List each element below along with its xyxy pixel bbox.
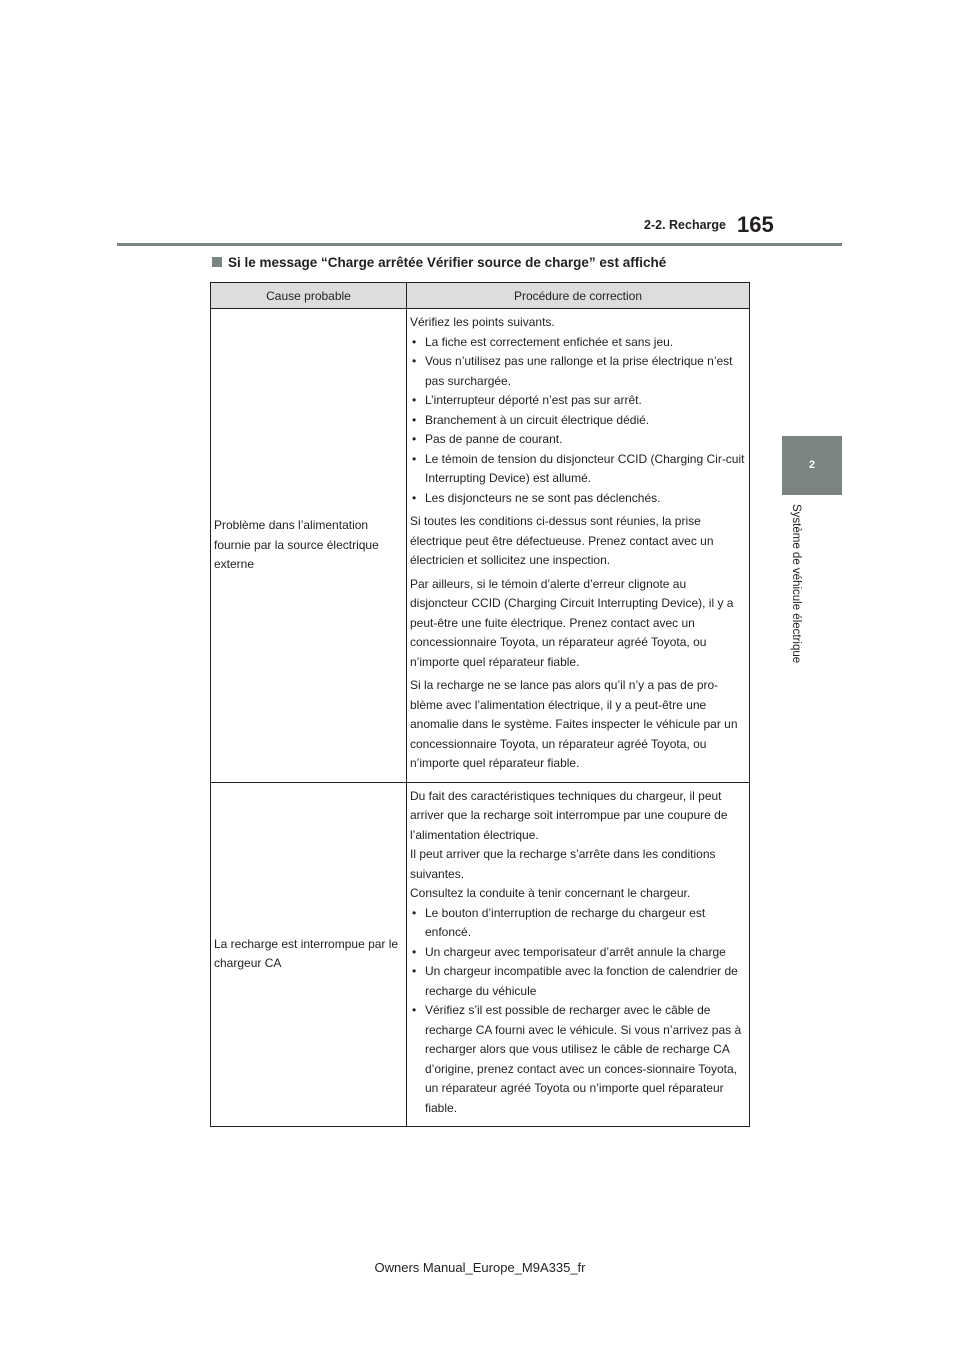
section-heading-text: Si le message “Charge arrêtée Vérifier source de charge” est affiché — [228, 255, 667, 270]
list-item: • La fiche est correctement enfichée et sans jeu. — [410, 333, 746, 353]
procedure-paragraph: Par ailleurs, si le témoin d’alerte d’erreur clignote au disjoncteur CCID (Charging Circuit Interrupting Device), il y a peut-être une fuite électrique. Prenez contact avec un concessionnaire Toyota, un réparateur agréé Toyota, ou n’importe quel réparateur fiable. — [410, 576, 734, 669]
header-divider — [117, 243, 842, 246]
list-item: • Vous n’utilisez pas une rallonge et la prise électrique n’est pas surchargée. — [410, 352, 746, 391]
list-item: • L’interrupteur déporté n’est pas sur arrêt. — [410, 391, 746, 411]
cause-cell: La recharge est interrompue par le chargeur CA — [211, 782, 407, 1127]
procedure-paragraph: Consultez la conduite à tenir concernant le chargeur. — [410, 886, 691, 900]
list-item: • Un chargeur incompatible avec la fonction de calendrier de recharge du véhicule — [410, 962, 746, 1001]
column-header-cause: Cause probable — [211, 283, 407, 309]
cause-cell: Problème dans l’alimentation fournie par la source électrique externe — [211, 309, 407, 783]
list-item: • Les disjoncteurs ne se sont pas déclenchés. — [410, 489, 746, 509]
footer-document-id: Owners Manual_Europe_M9A335_fr — [374, 1260, 586, 1275]
table-header-row — [211, 283, 750, 309]
list-item: • Vérifiez s’il est possible de recharger avec le câble de recharge CA fourni avec le véhicule. Si vous n’arrivez pas à recharger alors que vous utilisez le câble de recharge CA d’origine, prenez contact avec un conces-sionnaire Toyota, un réparateur agréé Toyota ou n’importe quel réparateur fiable. — [410, 1001, 746, 1118]
list-item: • Un chargeur avec temporisateur d’arrêt annule la charge — [410, 943, 746, 963]
procedure-paragraph: Si toutes les conditions ci-dessus sont réunies, la prise électrique peut être défectueuse. Prenez contact avec un électricien et sollicitez une inspection. — [410, 514, 714, 567]
list-item: • Le bouton d’interruption de recharge du chargeur est enfoncé. — [410, 904, 746, 943]
table-row — [211, 309, 750, 783]
procedure-paragraph: Il peut arriver que la recharge s’arrête dans les conditions suivantes. — [410, 847, 716, 881]
chapter-number: 2 — [808, 459, 816, 471]
procedure-cell — [407, 782, 750, 1127]
table-row — [211, 782, 750, 1127]
header-section-title: 2-2. Recharge — [644, 218, 726, 232]
section-heading — [212, 255, 666, 270]
page-number: 165 — [737, 212, 774, 237]
procedure-paragraph: Si la recharge ne se lance pas alors qu’il n’y a pas de pro-blème avec l’alimentation électrique, il y a peut-être une anomalie dans le système. Faites inspecter le véhicule par un concessionnaire Toyota, un réparateur agréé Toyota, ou n’importe quel réparateur fiable. — [410, 678, 738, 770]
list-item: • Branchement à un circuit électrique dédié. — [410, 411, 746, 431]
chapter-tab — [782, 436, 842, 495]
procedure-cell — [407, 309, 750, 783]
troubleshooting-table — [210, 282, 750, 1127]
chapter-title: Système de véhicule électrique — [790, 504, 802, 664]
column-header-procedure: Procédure de correction — [407, 283, 750, 309]
list-item: • Pas de panne de courant. — [410, 430, 746, 450]
procedure-intro: Vérifiez les points suivants. — [410, 315, 555, 329]
square-bullet-icon — [212, 257, 222, 267]
procedure-paragraph: Du fait des caractéristiques techniques du chargeur, il peut arriver que la recharge soit interrompue par une coupure de l’alimentation électrique. — [410, 788, 728, 842]
list-item: • Le témoin de tension du disjoncteur CCID (Charging Cir-cuit Interrupting Device) est allumé. — [410, 450, 746, 489]
